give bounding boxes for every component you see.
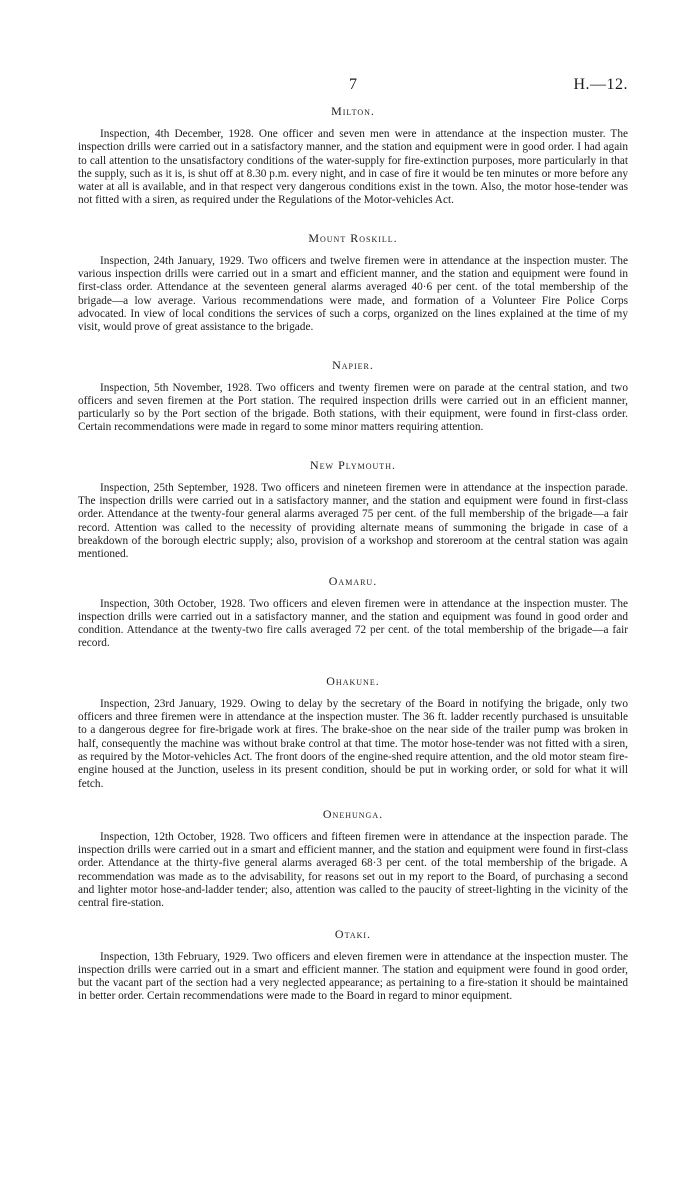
section-paragraph: Inspection, 5th November, 1928. Two officers and twenty firemen were on parade at the central station, and two officers and seven firemen at the Port station. The required inspection drills were carried out in an efficient manner, particularly so by the Port section of the brigade. Both stations, with their equipment, were found in first-class order. Certain recommendations were made in regard to some minor matters requiring attention. (78, 381, 628, 434)
section-paragraph: Inspection, 12th October, 1928. Two officers and fifteen firemen were in attendance at the inspection parade. The inspection drills were carried out in a smart and efficient manner, and the station and equipment were found in first-class order. Attendance at the thirty-five general alarms averaged 68·3 per cent. of the total membership of the brigade. A recommendation was made as to the advisability, for reasons set out in my report to the Board, of purchasing a second and lighter motor hose-and-ladder tender; also, attention was called to the paucity of street-lighting in the vicinity of the central fire-station. (78, 830, 628, 910)
section-title: Oamaru. (328, 573, 378, 588)
report-body (78, 104, 628, 1004)
section-milton (78, 104, 628, 208)
section-new-plymouth (78, 458, 628, 562)
section-title: Mount Roskill. (308, 230, 398, 245)
section-mount-roskill (78, 231, 628, 335)
section-paragraph: Inspection, 13th February, 1929. Two officers and eleven firemen were in attendance at the inspection muster. The inspection drills were carried out in a smart and efficient manner. The station and equipment were found in good order, but the vacant part of the section had a very neglected appearance; as pertaining to a fire-station it should be maintained in better order. Certain recommendations were made to the Board in regard to minor equipment. (78, 950, 628, 1003)
section-title: Milton. (331, 104, 375, 118)
section-paragraph: Inspection, 25th September, 1928. Two officers and nineteen firemen were in attendance at the inspection parade. The inspection drills were carried out in a satisfactory manner, and the station and equipment were found in first-class order. Attendance at the twenty-four general alarms averaged 75 per cent. of the full membership of the brigade—a fair record. Attention was called to the necessity of providing alternate means of summoning the brigade in case of a breakdown of the borough electric supply; also, provision of a workshop and storeroom at the central station was again mentioned. (78, 481, 628, 561)
document-reference: H.—12. (573, 76, 628, 93)
section-title: New Plymouth. (310, 457, 396, 472)
section-title: Onehunga. (322, 806, 384, 821)
section-ohakune (78, 674, 628, 791)
section-paragraph: Inspection, 4th December, 1928. One officer and seven men were in attendance at the inspection muster. The inspection drills were carried out in a satisfactory manner, and the station and equipment were in good order. I had again to call attention to the unsatisfactory conditions of the water-supply for fire-extinction purposes, more particularly in that the supply, such as it is, is shut off at 8.30 p.m. every night, and in case of fire it would be ten minutes or more before any water at all is available, and in that respect very dangerous conditions exist in the town. Also, the motor hose-tender was not fitted with a siren, as required under the Regulations of the Motor-vehicles Act. (78, 128, 628, 207)
section-paragraph: Inspection, 30th October, 1928. Two officers and eleven firemen were in attendance at the inspection muster. The inspection drills were carried out in a satisfactory manner, and the station and equipment was found in good order and condition. Attendance at the twenty-two fire calls averaged 72 per cent. of the total membership of the brigade—a fair record. (78, 597, 628, 650)
section-onehunga (78, 807, 628, 911)
section-oamaru (78, 574, 628, 651)
section-paragraph: Inspection, 24th January, 1929. Two officers and twelve firemen were in attendance at the inspection muster. The various inspection drills were carried out in a smart and efficient manner, and the station and equipment were found in first-class order. Attendance at the seventeen general alarms averaged 40·6 per cent. of the total membership of the brigade—a low average. Various recommendations were made, and formation of a Volunteer Fire Police Corps advocated. In view of local conditions the services of such a corps, organized on the lines explained at the time of my visit, would prove of great assistance to the brigade. (78, 254, 628, 334)
page-number: 7 (349, 76, 357, 93)
section-paragraph: Inspection, 23rd January, 1929. Owing to delay by the secretary of the Board in notifying the brigade, only two officers and three firemen were in attendance at the inspection muster. The 36 ft. ladder recently purchased is unsuitable to a dangerous degree for fire-brigade work at fires. The brake-shoe on the near side of the trailer pump was broken in half, consequently the machine was without brake control at that time. The motor hose-tender was not fitted with a siren, as required by the Motor-vehicles Act. The front doors of the engine-shed require attention, and the old motor steam fire-engine housed at the Junction, useless in its present condition, should be put in working order, or sold for what it will fetch. (78, 697, 628, 790)
section-title: Otaki. (334, 926, 372, 941)
section-title: Napier. (332, 357, 374, 372)
section-napier (78, 358, 628, 435)
page-header (78, 76, 628, 96)
section-otaki (78, 927, 628, 1004)
section-title: Ohakune. (326, 673, 380, 688)
